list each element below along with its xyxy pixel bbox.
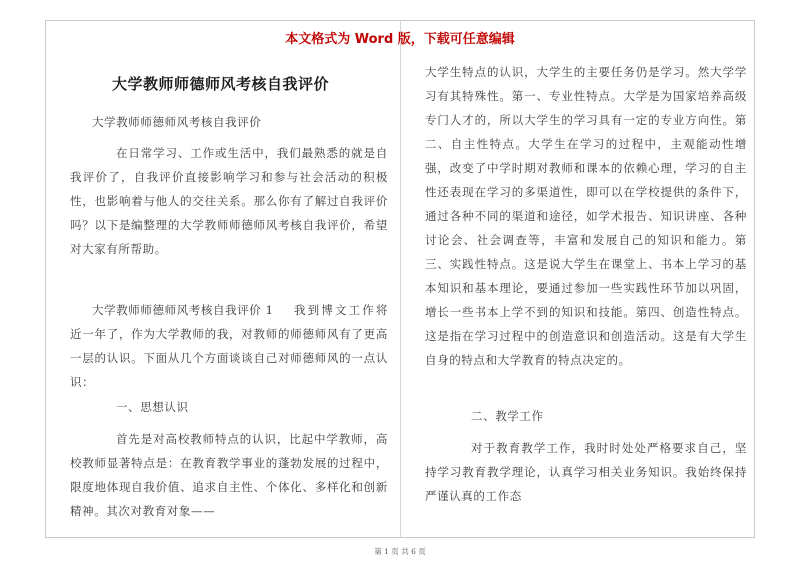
paragraph-teacher-traits: 首先是对高校教师特点的认识，比起中学教师，高校教师显著特点是：在教育教学事业的蓬勃发展的过程中，限度地体现自我价值、追求自主性、个体化、多样化和创新精神。其次对教育对象—— — [70, 432, 388, 518]
format-banner: 本文格式为 Word 版，下载可任意编辑 — [285, 32, 515, 47]
heading-teaching: 二、教学工作 — [471, 409, 544, 423]
heading-thought: 一、思想认识 — [116, 400, 189, 414]
section1-lead: 大学教师师德师风考核自我评价 1 — [92, 303, 274, 317]
paragraph-student-traits: 大学生特点的认识，大学生的主要任务仍是学习。然大学学习有其特殊性。第一、专业性特点。大学是为国家培养高级专门人才的，所以大学生的学习具有一定的专业方向性。第二、自主性特点。大学生在学习的过程中，主观能动性增强，改变了中学时期对教师和课本的依赖心理，学习的自主性还表现在学习的多渠道性，即可以在学校提供的条件下，通过各种不同的渠道和途径，如学术报告、知识讲座、各种讨论会、社会调查等，丰富和发展自己的知识和能力。第三、实践性特点。这是说大学生在课堂上、书本上学习的基本知识和基本理论，要通过参加一些实践性环节加以巩固，增长一些书本上学不到的知识和技能。第四、创造性特点。这是指在学习过程中的创造意识和创造活动。这是有大学生自身的特点和大学教育的特点决定的。 — [425, 65, 747, 367]
paragraph-teaching-work: 对于教育教学工作，我时时处处严格要求自己，坚持学习教育教学理论，认真学习相关业务知识。我始终保持严谨认真的工作态 — [425, 441, 747, 503]
document-title: 大学教师师德师风考核自我评价 — [112, 75, 330, 93]
section1-text: 我到博文工作将近一年了，作为大学教师的我，对教师的师德师风有了更高一层的认识。下面从几个方面谈谈自己对师德师风的一点认识： — [70, 303, 388, 389]
page-footer: 第 1 页 共 6 页 — [374, 547, 426, 556]
column-divider — [400, 20, 401, 538]
intro-paragraph: 在日常学习、工作或生活中，我们最熟悉的就是自我评价了，自我评价直接影响学习和参与社会活动的积极性，也影响着与他人的交往关系。那么你有了解过自我评价吗？以下是编整理的大学教师师德师风考核自我评价，希望对大家有所帮助。 — [70, 146, 388, 256]
subtitle: 大学教师师德师风考核自我评价 — [92, 115, 262, 129]
